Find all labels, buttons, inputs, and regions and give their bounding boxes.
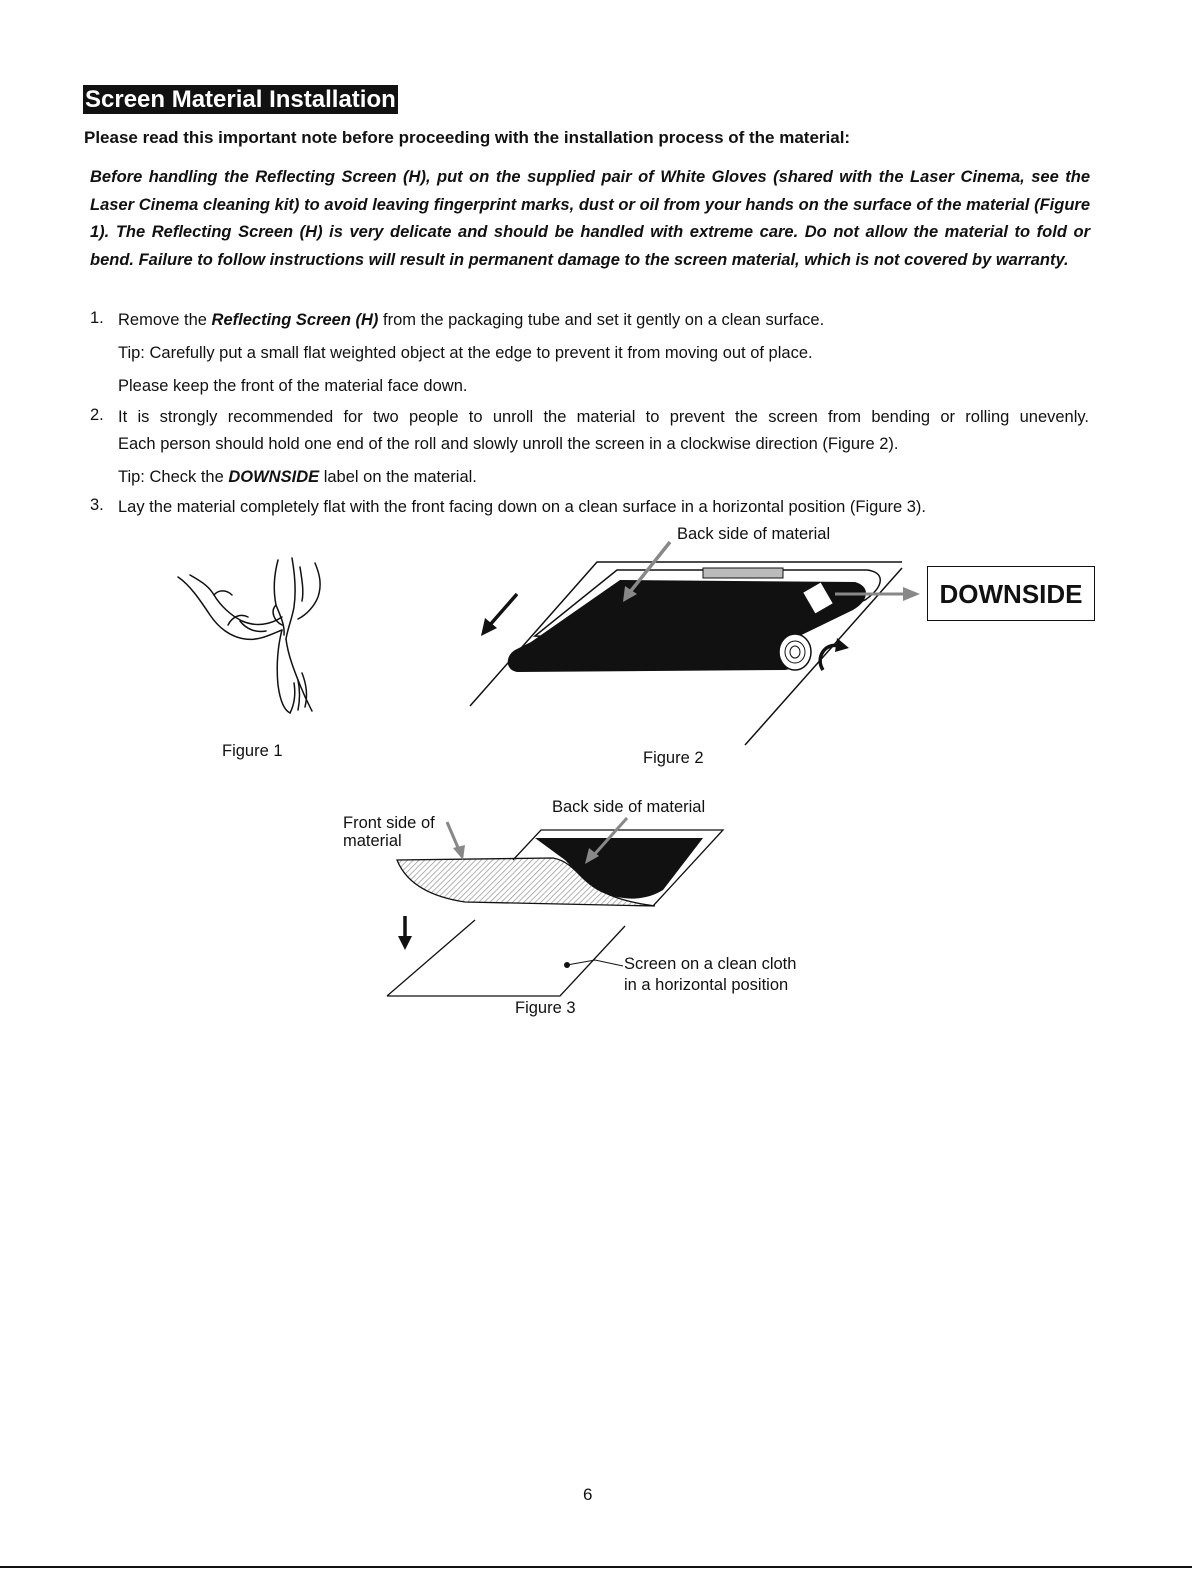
figure-2-downside-label: DOWNSIDE [927,566,1095,621]
step-3-text: Lay the material completely flat with the front facing down on a clean surface in a horizontal position (Figure 3). [118,498,927,516]
step-1-pre: Remove the [118,311,212,329]
step-2-line1: It is strongly recommended for two people to unroll the material to prevent the screen from bending or rolling unevenly. [118,408,1089,426]
figure-3-screen-label-line2: in a horizontal position [624,976,789,994]
step-1-post: from the packaging tube and set it gently on a clean surface. [378,311,825,329]
figure-3-front-label-line1: Front side of [343,814,435,832]
step-2-number: 2. [90,406,104,424]
figure-3-screen-label [624,954,796,996]
step-2-line2: Each person should hold one end of the roll and slowly unroll the screen in a clockwise direction (Figure 2). [118,435,899,453]
page-title: Screen Material Installation [85,86,396,113]
page-number: 6 [583,1485,593,1504]
step-1-extra: Please keep the front of the material face down. [118,377,468,395]
figure-2-label-patch [703,568,783,578]
step-1-emph: Reflecting Screen (H) [211,311,379,329]
footer-rule [0,1566,1192,1568]
warning-paragraph: Before handling the Reflecting Screen (H), put on the supplied pair of White Gloves (shared with the Laser Cinema, see the Laser Cinema cleaning kit) to avoid leaving fingerprint marks, dust or oil from your hands on the surface of the material (Figure 1). The Reflecting Screen (H) is very delicate and should be handled with extreme care. Do not allow the material to fold or bend. Failure to follow instructions will result in permanent damage to the screen material, which is not covered by warranty. [90,168,1090,269]
step-3-number: 3. [90,496,104,514]
step-2-tip-pre: Tip: Check the [118,468,229,486]
step-1-number: 1. [90,309,104,327]
figure-1-gloves-illustration [170,555,340,720]
figure-3-front-label-line2: material [343,832,402,850]
step-2-tip-post: label on the material. [319,468,477,486]
figure-3-front-label [343,814,435,850]
figure-3-back-label: Back side of material [552,798,706,816]
figure-1-caption: Figure 1 [222,742,283,760]
step-1-tip: Tip: Carefully put a small flat weighted object at the edge to prevent it from moving out of place. [118,344,813,362]
step-1-text [118,309,824,331]
figure-2-back-label: Back side of material [677,525,831,543]
step-2-tip-emph: DOWNSIDE [228,468,320,486]
figure-2-roll [779,634,811,670]
figure-3-screen-label-line1: Screen on a clean cloth [624,955,797,973]
figure-2-caption: Figure 2 [643,749,704,767]
step-2-tip [118,466,477,488]
figure-3-caption: Figure 3 [515,999,576,1017]
figure-2-direction-arrow-icon [489,594,517,626]
figure-2-unroll-illustration [465,520,925,750]
important-note: Please read this important note before proceeding with the installation process of the material: [84,128,851,147]
